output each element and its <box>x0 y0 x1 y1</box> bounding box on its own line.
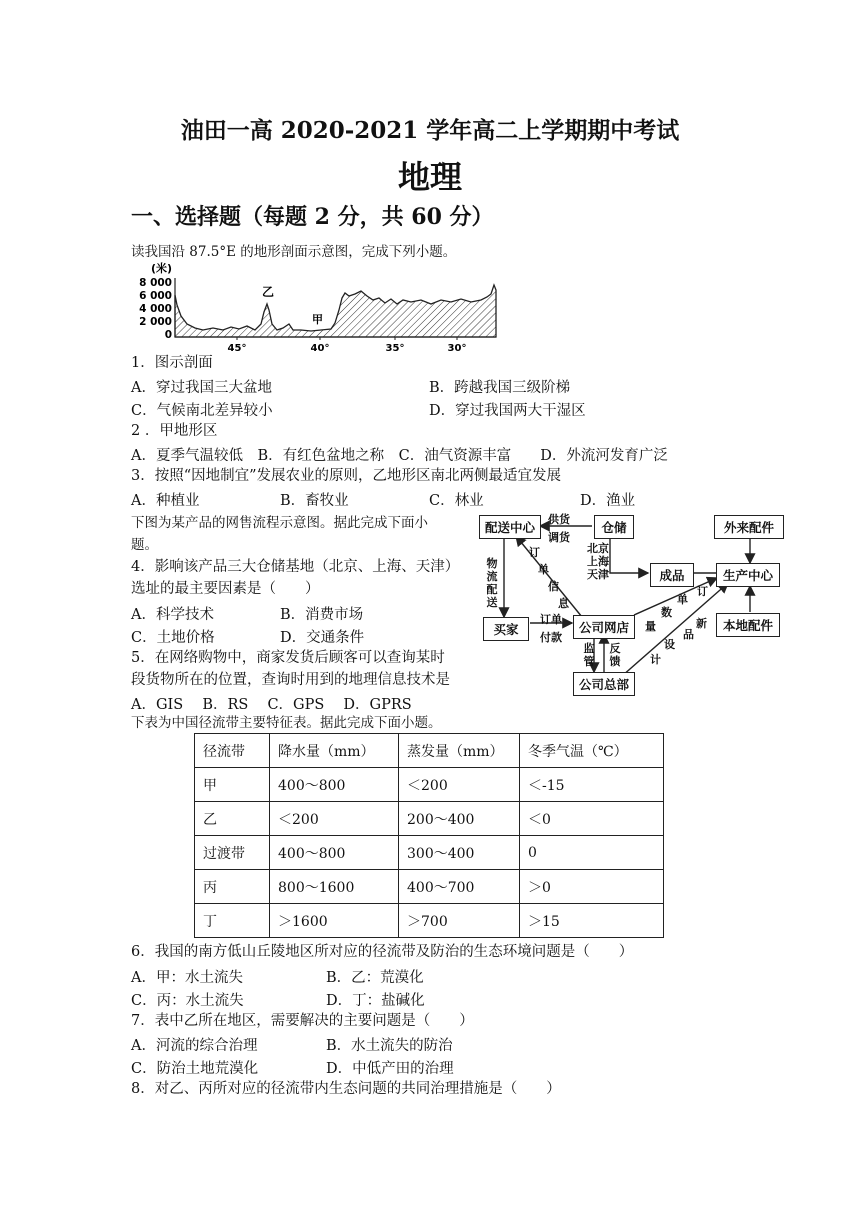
flow-label-quantity-2: 数 <box>661 606 672 619</box>
x-tick-45: 45° <box>227 343 247 354</box>
flow-label-supervise: 监管 <box>583 642 595 668</box>
q6-option-c: C．丙：水土流失 <box>131 993 244 1009</box>
table-cell: 丙 <box>195 870 270 904</box>
table-cell: 800～1600 <box>270 870 399 904</box>
y-tick-8000: 8 000 <box>139 277 172 289</box>
table-row <box>195 836 664 870</box>
table-row <box>195 904 664 938</box>
table-cell: 过渡带 <box>195 836 270 870</box>
flow-label-order-info-4: 息 <box>558 597 569 610</box>
exam-title: 油田一高 2020-2021 学年高二上学期期中考试 <box>180 117 680 144</box>
table-cell: 乙 <box>195 802 270 836</box>
node-buyer: 买家 <box>483 617 529 641</box>
table-cell: 400～800 <box>270 836 399 870</box>
q1-stem: 1．图示剖面 <box>131 355 213 371</box>
node-local-parts: 本地配件 <box>716 613 780 637</box>
q3-stem: 3．按照“因地制宜”发展农业的原则，乙地形区南北两侧最适宜发展 <box>131 468 562 484</box>
subject-title: 地理 <box>397 158 462 196</box>
table-cell: ＞1600 <box>270 904 399 938</box>
q1-option-a: A．穿过我国三大盆地 <box>131 380 272 396</box>
table-cell: 400～700 <box>399 870 520 904</box>
table-cell: ＞700 <box>399 904 520 938</box>
y-tick-0: 0 <box>164 329 172 341</box>
node-production-center: 生产中心 <box>716 563 780 587</box>
flow-label-order: 订单 <box>540 613 562 626</box>
table-header-row <box>195 734 664 768</box>
table-cell: ＜200 <box>399 768 520 802</box>
y-tick-4000: 4 000 <box>139 303 172 315</box>
node-finished-product: 成品 <box>650 563 694 587</box>
intro-profile: 读我国沿 87.5°E 的地形剖面示意图，完成下列小题。 <box>131 244 457 260</box>
x-tick-40: 40° <box>310 343 330 354</box>
table-cell: 200～400 <box>399 802 520 836</box>
q4-stem-1: 4．影响该产品三大仓储基地（北京、上海、天津） <box>131 559 460 575</box>
q6-option-d: D．丁：盐碱化 <box>326 993 425 1009</box>
table-cell: ＞15 <box>520 904 664 938</box>
q7-option-c: C．防治土地荒漠化 <box>131 1061 259 1077</box>
x-tick-35: 35° <box>385 343 405 354</box>
table-cell: 丁 <box>195 904 270 938</box>
q3-option-a: A．种植业 <box>131 493 200 509</box>
table-cell: 400～800 <box>270 768 399 802</box>
label-jia: 甲 <box>312 313 323 326</box>
q3-option-c: C．林业 <box>429 493 484 509</box>
q5-stem-1: 5．在网络购物中，商家发货后顾客可以查询某时 <box>131 650 445 666</box>
node-external-parts: 外来配件 <box>714 515 784 539</box>
label-yi: 乙 <box>262 285 275 299</box>
flow-label-order-info-1: 订 <box>529 546 540 559</box>
q2-stem: 2 ．甲地形区 <box>131 423 218 439</box>
q7-option-a: A．河流的综合治理 <box>131 1038 258 1054</box>
node-online-store: 公司网店 <box>573 615 635 639</box>
flow-label-payment: 付款 <box>540 631 562 644</box>
intro-table: 下表为中国径流带主要特征表。据此完成下面小题。 <box>131 715 442 731</box>
intro-flow-2: 题。 <box>131 537 158 553</box>
y-tick-2000: 2 000 <box>139 316 172 328</box>
q4-option-a: A．科学技术 <box>131 607 214 623</box>
q4-option-d: D．交通条件 <box>280 630 365 646</box>
runoff-table <box>194 733 664 938</box>
q7-option-d: D．中低产田的治理 <box>326 1061 454 1077</box>
table-row <box>195 768 664 802</box>
table-cell: 0 <box>520 836 664 870</box>
flow-label-cities: 北京 上海 天津 <box>587 542 609 581</box>
q6-stem: 6．我国的南方低山丘陵地区所对应的径流带及防治的生态环境问题是（ ） <box>131 944 634 960</box>
flow-label-supply: 供货 <box>548 513 570 526</box>
table-cell: ＜-15 <box>520 768 664 802</box>
flow-label-design-4: 新 <box>696 617 707 630</box>
flow-label-design-2: 设 <box>664 638 675 651</box>
flow-label-feedback: 反馈 <box>609 642 621 668</box>
q6-option-b: B．乙：荒漠化 <box>326 970 424 986</box>
intro-flow-1: 下图为某产品的网售流程示意图。据此完成下面小 <box>131 515 428 531</box>
terrain-profile-chart <box>131 260 511 355</box>
table-cell: ＜0 <box>520 802 664 836</box>
y-tick-6000: 6 000 <box>139 290 172 302</box>
node-distribution-center: 配送中心 <box>479 515 541 539</box>
flow-label-design-1: 计 <box>650 653 661 666</box>
q3-option-d: D．渔业 <box>580 493 636 509</box>
q8-stem: 8．对乙、丙所对应的径流带内生态问题的共同治理措施是（ ） <box>131 1081 561 1097</box>
q7-stem: 7．表中乙所在地区，需要解决的主要问题是（ ） <box>131 1013 474 1029</box>
table-header: 蒸发量（mm） <box>399 734 520 768</box>
table-cell: ＞0 <box>520 870 664 904</box>
q1-option-c: C．气候南北差异较小 <box>131 403 273 419</box>
q6-option-a: A．甲：水土流失 <box>131 970 243 986</box>
q5-stem-2: 段货物所在的位置，查询时用到的地理信息技术是 <box>131 672 450 688</box>
y-unit-label: (米) <box>151 262 173 275</box>
q4-stem-2: 选址的最主要因素是（ ） <box>131 581 320 597</box>
table-row <box>195 870 664 904</box>
table-row <box>195 802 664 836</box>
q3-option-b: B．畜牧业 <box>280 493 349 509</box>
q4-option-c: C．土地价格 <box>131 630 215 646</box>
q1-option-d: D．穿过我国两大干湿区 <box>429 403 586 419</box>
flow-label-logistics: 物流配送 <box>486 557 498 609</box>
q2-options: A．夏季气温较低 B．有红色盆地之称 C．油气资源丰富 D．外流河发育广泛 <box>131 448 668 464</box>
table-header: 径流带 <box>195 734 270 768</box>
table-header: 降水量（mm） <box>270 734 399 768</box>
flow-label-design-3: 品 <box>683 628 694 641</box>
table-cell: 300～400 <box>399 836 520 870</box>
flow-label-quantity-1: 量 <box>645 620 656 633</box>
q4-option-b: B．消费市场 <box>280 607 364 623</box>
q1-option-b: B．跨越我国三级阶梯 <box>429 380 571 396</box>
flow-label-quantity-4: 订 <box>697 585 708 598</box>
q7-option-b: B．水土流失的防治 <box>326 1038 453 1054</box>
flow-label-order-info-3: 信 <box>548 580 559 593</box>
flow-label-transfer: 调货 <box>548 531 570 544</box>
table-header: 冬季气温（℃） <box>520 734 664 768</box>
x-tick-30: 30° <box>447 343 467 354</box>
terrain-area <box>175 285 496 337</box>
section-heading: 一、选择题（每题 2 分，共 60 分） <box>131 204 494 230</box>
table-cell: ＜200 <box>270 802 399 836</box>
node-headquarters: 公司总部 <box>573 672 635 696</box>
table-cell: 甲 <box>195 768 270 802</box>
node-warehouse: 仓储 <box>594 515 634 539</box>
flow-label-quantity-3: 单 <box>677 593 688 606</box>
q5-options: A．GIS B．RS C．GPS D．GPRS <box>131 697 412 713</box>
flow-label-order-info-2: 单 <box>538 563 549 576</box>
